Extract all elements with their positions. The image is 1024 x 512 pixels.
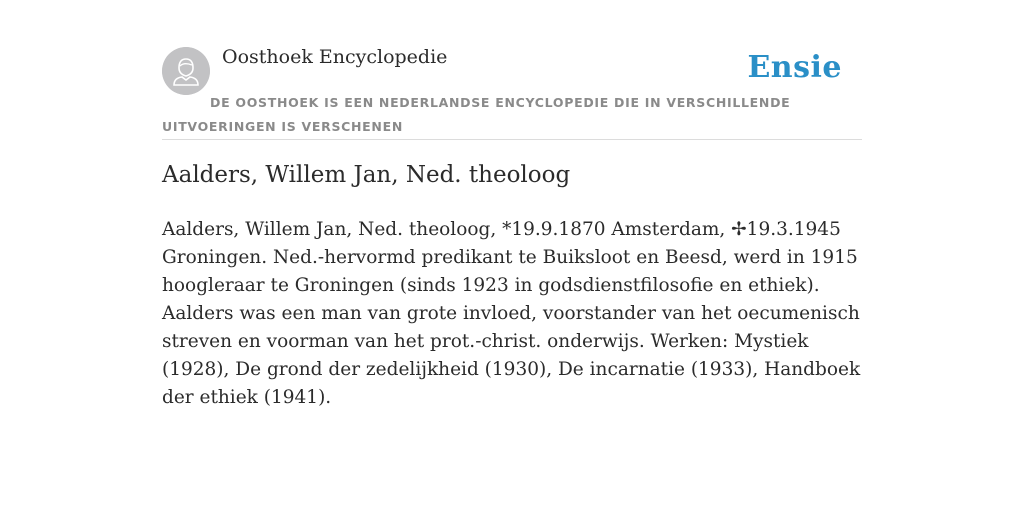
source-name[interactable]: Oosthoek Encyclopedie	[222, 46, 448, 68]
source-description: DE OOSTHOEK IS EEN NEDERLANDSE ENCYCLOPEDIE DIE IN VERSCHILLENDE UITVOERINGEN IS VERSCHENEN	[162, 95, 791, 134]
source-header	[162, 0, 862, 140]
article-card	[162, 0, 862, 408]
user-avatar-icon[interactable]	[162, 47, 210, 95]
ensie-logo[interactable]: Ensie	[747, 50, 842, 85]
article-title: Aalders, Willem Jan, Ned. theoloog	[162, 162, 571, 188]
article-body: Aalders, Willem Jan, Ned. theoloog, *19.9.1870 Amsterdam, ✢19.3.1945 Groningen. Ned.-hervormd predikant te Buiksloot en Beesd, werd in 1915 hoogleraar te Groningen (sinds 1923 in godsdienstfilosofie en ethiek). Aalders was een man van grote invloed, voorstander van het oecumenisch streven en voorman van het prot.-christ. onderwijs. Werken: Mystiek (1928), De grond der zedelijkheid (1930), De incarnatie (1933), Handboek der ethiek (1941).	[162, 219, 861, 408]
